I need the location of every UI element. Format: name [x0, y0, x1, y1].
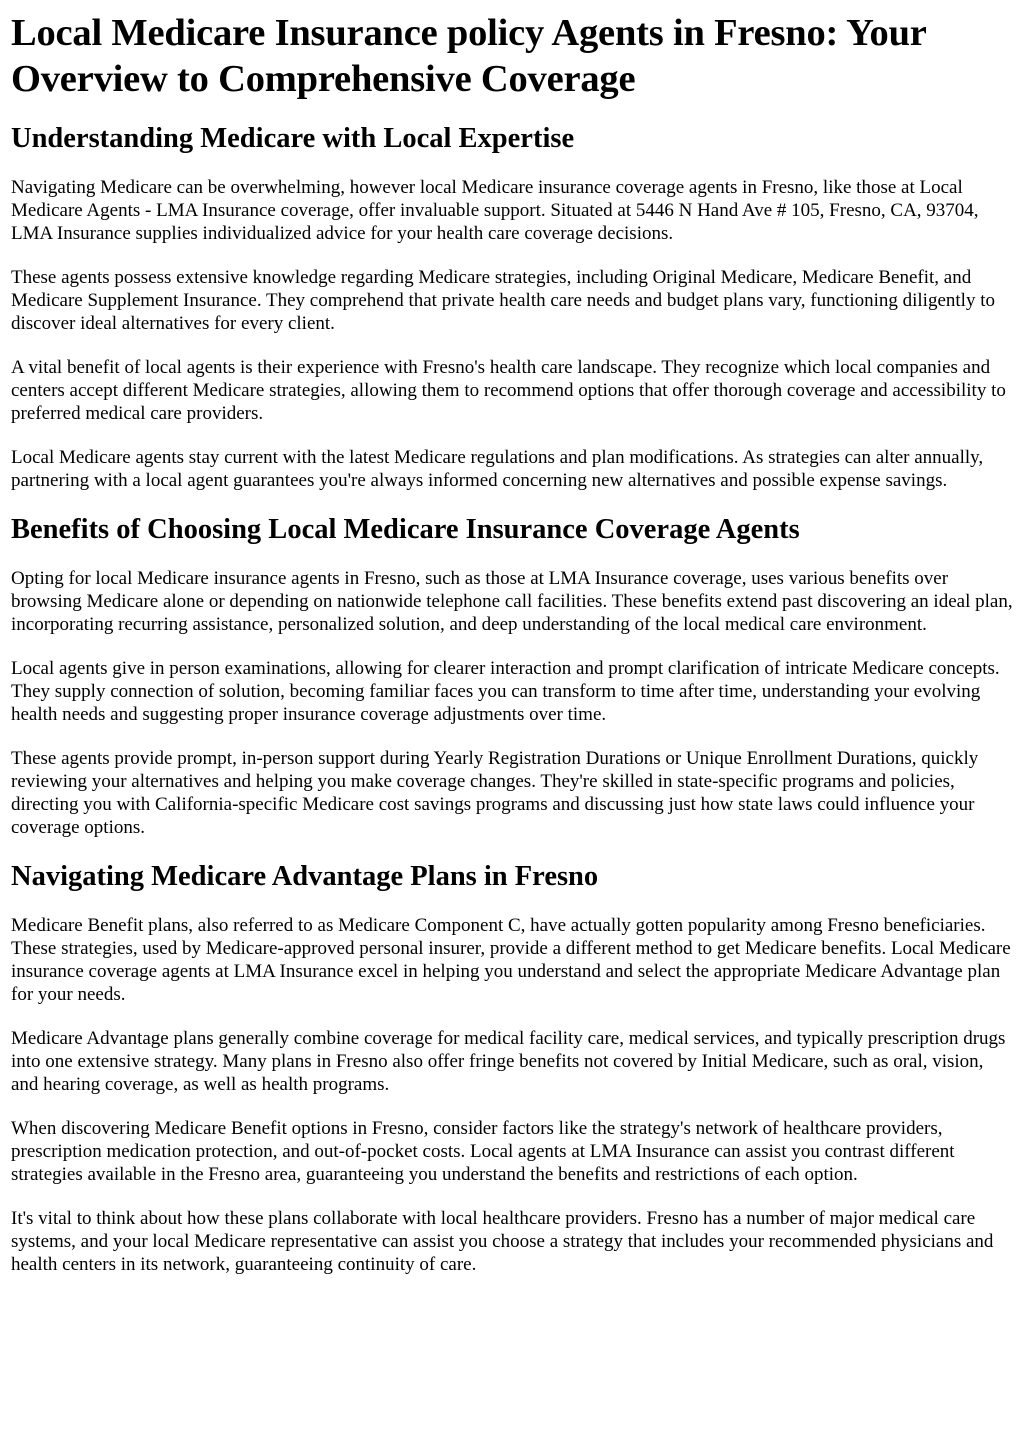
- section-heading: Benefits of Choosing Local Medicare Insurance Coverage Agents: [11, 514, 800, 545]
- paragraph: Opting for local Medicare insurance agents in Fresno, such as those at LMA Insurance coverage, uses various benefits over browsing Medicare alone or depending on nationwide telephone call facilities. These benefits extend past discovering an ideal plan, incorporating recurring assistance, personalized solution, and deep understanding of the local medical care environment.: [11, 568, 1013, 635]
- paragraph: Local agents give in person examinations, allowing for clearer interaction and prompt clarification of intricate Medicare concepts. They supply connection of solution, becoming familiar faces you can transform to time after time, understanding your evolving health needs and suggesting proper insurance coverage adjustments over time.: [11, 658, 1000, 725]
- section-understanding-medicare: [11, 122, 1013, 492]
- paragraph: Medicare Benefit plans, also referred to as Medicare Component C, have actually gotten popularity among Fresno beneficiaries. These strategies, used by Medicare-approved personal insurer, provide a different method to get Medicare benefits. Local Medicare insurance coverage agents at LMA Insurance excel in helping you understand and select the appropriate Medicare Advantage plan for your needs.: [11, 915, 1011, 1005]
- paragraph: These agents possess extensive knowledge regarding Medicare strategies, including Original Medicare, Medicare Benefit, and Medicare Supplement Insurance. They comprehend that private health care needs and budget plans vary, functioning diligently to discover ideal alternatives for every client.: [11, 267, 995, 334]
- paragraph: It's vital to think about how these plans collaborate with local healthcare providers. Fresno has a number of major medical care systems, and your local Medicare representative can assist you choose a strategy that includes your recommended physicians and health centers in its network, guaranteeing continuity of care.: [11, 1208, 994, 1275]
- section-heading: Understanding Medicare with Local Expertise: [11, 123, 575, 154]
- page-title: Local Medicare Insurance policy Agents in Fresno: Your Overview to Comprehensive Coverage: [11, 12, 926, 100]
- paragraph: Local Medicare agents stay current with the latest Medicare regulations and plan modifications. As strategies can alter annually, partnering with a local agent guarantees you're always informed concerning new alternatives and possible expense savings.: [11, 447, 984, 491]
- paragraph: Medicare Advantage plans generally combine coverage for medical facility care, medical services, and typically prescription drugs into one extensive strategy. Many plans in Fresno also offer fringe benefits not covered by Initial Medicare, such as oral, vision, and hearing coverage, as well as health programs.: [11, 1028, 1006, 1095]
- paragraph: These agents provide prompt, in-person support during Yearly Registration Durations or Unique Enrollment Durations, quickly reviewing your alternatives and helping you make coverage changes. They're skilled in state-specific programs and policies, directing you with California-specific Medicare cost savings programs and discussing just how state laws could influence your coverage options.: [11, 748, 979, 838]
- section-benefits-local-agents: [11, 513, 1013, 839]
- section-medicare-advantage: [11, 860, 1013, 1276]
- section-heading: Navigating Medicare Advantage Plans in Fresno: [11, 861, 599, 892]
- paragraph: When discovering Medicare Benefit options in Fresno, consider factors like the strategy's network of healthcare providers, prescription medication protection, and out-of-pocket costs. Local agents at LMA Insurance can assist you contrast different strategies available in the Fresno area, guaranteeing you understand the benefits and restrictions of each option.: [11, 1118, 955, 1185]
- paragraph: A vital benefit of local agents is their experience with Fresno's health care landscape. They recognize which local companies and centers accept different Medicare strategies, allowing them to recommend options that offer thorough coverage and accessibility to preferred medical care providers.: [11, 357, 1006, 424]
- paragraph: Navigating Medicare can be overwhelming, however local Medicare insurance coverage agents in Fresno, like those at Local Medicare Agents - LMA Insurance coverage, offer invaluable support. Situated at 5446 N Hand Ave # 105, Fresno, CA, 93704, LMA Insurance supplies individualized advice for your health care coverage decisions.: [11, 177, 979, 244]
